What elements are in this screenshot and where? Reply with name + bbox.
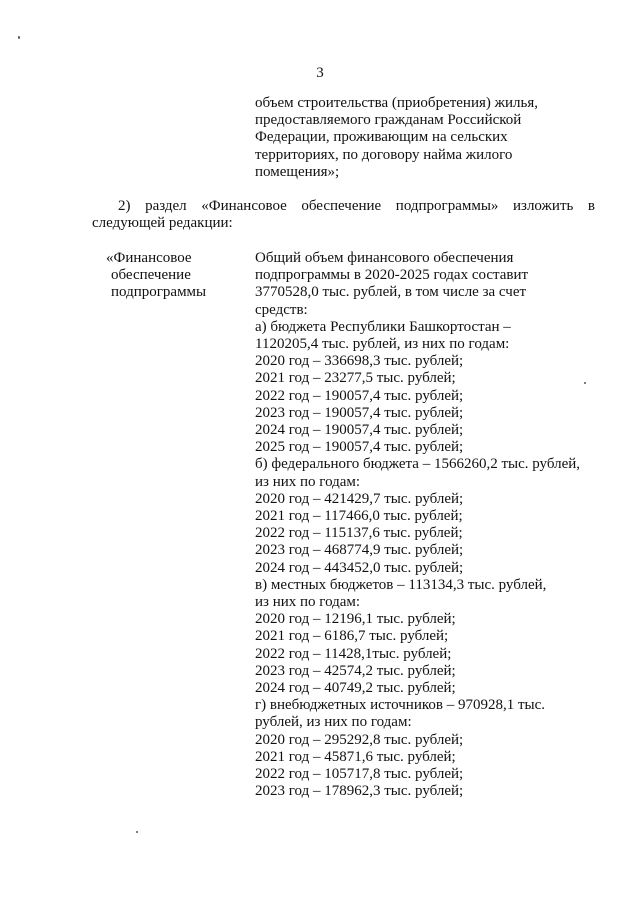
financing-line: 2021 год – 117466,0 тыс. рублей; (255, 508, 463, 525)
table-label-cell (106, 250, 246, 302)
financing-line: 2023 год – 190057,4 тыс. рублей; (255, 404, 464, 421)
continued-text-block (255, 95, 595, 181)
financing-line: подпрограммы в 2020-2025 годах составит (255, 267, 529, 284)
financing-line: 3770528,0 тыс. рублей, в том числе за счет (255, 284, 527, 301)
amendment-paragraph (92, 198, 595, 232)
financing-line: 2024 год – 190057,4 тыс. рублей; (255, 422, 464, 439)
financing-line: 2022 год – 105717,8 тыс. рублей; (255, 766, 464, 783)
financing-line: 2022 год – 11428,1тыс. рублей; (255, 645, 452, 662)
financing-line: 2021 год – 45871,6 тыс. рублей; (255, 748, 456, 765)
financing-line: б) федерального бюджета – 1566260,2 тыс. рублей, (255, 456, 581, 473)
financing-line: 2022 год – 190057,4 тыс. рублей; (255, 387, 464, 404)
paragraph-line: 2) раздел «Финансовое обеспечение подпрограммы» изложить в (118, 198, 595, 214)
table-label-line: «Финансовое (106, 250, 192, 266)
financing-line: г) внебюджетных источников – 970928,1 тыс. (255, 697, 546, 714)
financing-line: 2021 год – 6186,7 тыс. рублей; (255, 628, 449, 645)
financing-line: 2021 год – 23277,5 тыс. рублей; (255, 370, 456, 387)
paragraph-line: следующей редакции: (92, 215, 233, 232)
continued-text-line: Федерации, проживающим на сельских (255, 129, 508, 146)
financing-line: 2024 год – 443452,0 тыс. рублей; (255, 559, 464, 576)
financing-line: в) местных бюджетов – 113134,3 тыс. рублей, (255, 576, 547, 593)
financing-line: а) бюджета Республики Башкортостан – (255, 318, 511, 335)
continued-text-line: предоставляемого гражданам Российской (255, 112, 522, 129)
financing-line: 2024 год – 40749,2 тыс. рублей; (255, 680, 456, 697)
financing-line: средств: (255, 301, 308, 318)
continued-text-line: территориях, по договору найма жилого (255, 146, 513, 163)
financing-details-cell (255, 250, 600, 801)
financing-line: Общий объем финансового обеспечения (255, 250, 514, 266)
financing-line: из них по годам: (255, 594, 361, 611)
financing-line: 2023 год – 178962,3 тыс. рублей; (255, 783, 464, 800)
financing-line: 2023 год – 42574,2 тыс. рублей; (255, 662, 456, 679)
financing-line: из них по годам: (255, 473, 361, 490)
table-label-line: подпрограммы (111, 284, 207, 301)
financing-line: 2023 год – 468774,9 тыс. рублей; (255, 542, 464, 559)
page-number: 3 (316, 65, 324, 81)
financing-line: 1120205,4 тыс. рублей, из них по годам: (255, 336, 510, 353)
table-label-line: обеспечение (111, 267, 191, 284)
financing-line: 2020 год – 336698,3 тыс. рублей; (255, 353, 464, 370)
financing-line: 2020 год – 12196,1 тыс. рублей; (255, 611, 456, 628)
continued-text-line: объем строительства (приобретения) жилья, (255, 95, 539, 111)
continued-text-line: помещения»; (255, 163, 340, 180)
financing-line: 2022 год – 115137,6 тыс. рублей; (255, 525, 463, 542)
financing-line: рублей, из них по годам: (255, 714, 412, 731)
scan-speck (18, 36, 20, 39)
financing-line: 2020 год – 421429,7 тыс. рублей; (255, 490, 464, 507)
financing-line: 2020 год – 295292,8 тыс. рублей; (255, 731, 464, 748)
scan-speck (136, 831, 138, 833)
scan-speck (584, 382, 586, 384)
financing-line: 2025 год – 190057,4 тыс. рублей; (255, 439, 464, 456)
